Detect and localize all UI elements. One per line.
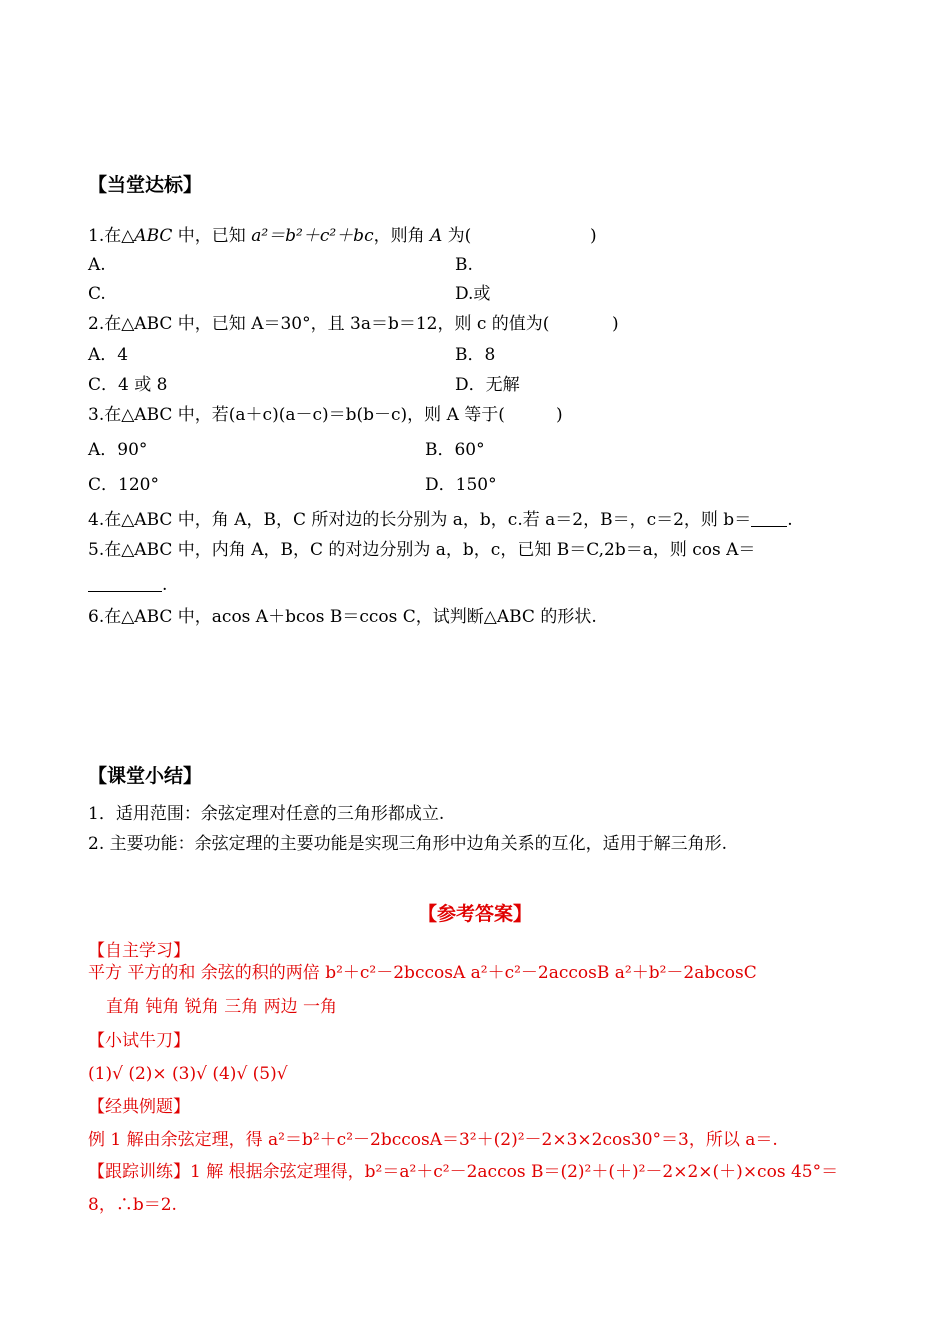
q2-option-c: C．4 或 8: [88, 375, 168, 395]
answers-self-study-line-2: 直角 钝角 锐角 三角 两边 一角: [106, 997, 338, 1017]
q1-option-a: A.: [88, 255, 106, 275]
q1-option-b: B.: [455, 255, 473, 275]
q1-mid2: ，则角: [373, 226, 430, 246]
answers-title: 【参考答案】: [417, 903, 532, 925]
section-heading-practice: 【当堂达标】: [88, 174, 203, 196]
q1-triangle: ABC: [134, 226, 173, 246]
q3-close-paren: ): [556, 405, 563, 425]
question-5-stem: 5.在△ABC 中，内角 A，B，C 的对边分别为 a，b，c，已知 B＝C,2b＝a，则 cos A＝: [88, 540, 756, 560]
answers-track-line-1: [88, 1161, 838, 1183]
q5-answer-blank: [88, 577, 162, 592]
q5-tail: .: [162, 575, 168, 595]
q1-expression: a²＝b²＋c²＋bc: [251, 226, 374, 246]
question-3-stem: 3.在△ABC 中，若(a＋c)(a－c)＝b(b－c)，则 A 等于(: [88, 405, 505, 425]
q1-option-c: C.: [88, 284, 106, 304]
question-2-stem: 2.在△ABC 中，已知 A＝30°，且 3a＝b＝12，则 c 的值为(: [88, 314, 550, 334]
q1-close-paren: ): [590, 226, 597, 246]
q4-text: 4.在△ABC 中，角 A，B，C 所对边的长分别为 a，b，c.若 a＝2，B＝，c＝2，则 b＝: [88, 510, 752, 530]
q5-answer-line: [88, 574, 167, 596]
question-4-stem: [88, 509, 793, 531]
q1-prefix: 1.在△: [88, 226, 135, 246]
answers-example-heading: 【经典例题】: [88, 1097, 190, 1117]
q1-option-d: D.或: [455, 284, 491, 304]
answers-track-line-2: 8，∴b＝2.: [88, 1195, 177, 1215]
q1-mid1: 中，已知: [172, 226, 252, 246]
q2-close-paren: ): [612, 314, 619, 334]
answers-quick-heading: 【小试牛刀】: [88, 1031, 190, 1051]
q2-option-a: A．4: [88, 345, 129, 365]
q1-var: A: [430, 226, 443, 246]
q4-tail: .: [787, 510, 793, 530]
answers-self-study-line-1: 平方 平方的和 余弦的积的两倍 b²＋c²－2bccosA a²＋c²－2accosB a²＋b²－2abcosC: [88, 963, 757, 983]
answers-track-text: 1 解 根据余弦定理得，b²＝a²＋c²－2accos B＝(2)²＋(＋)²－2×2×(＋)×cos 45°＝: [190, 1162, 839, 1182]
answers-self-study-heading: 【自主学习】: [88, 941, 190, 961]
answers-track-heading: 【跟踪训练】: [88, 1162, 190, 1182]
answers-example-line: 例 1 解由余弦定理，得 a²＝b²＋c²－2bccosA＝3²＋(2)²－2×3×2cos30°＝3，所以 a＝.: [88, 1130, 778, 1150]
q2-option-b: B．8: [455, 345, 496, 365]
summary-item-2: 2. 主要功能：余弦定理的主要功能是实现三角形中边角关系的互化，适用于解三角形.: [88, 834, 728, 854]
q4-answer-blank: [751, 512, 787, 527]
q3-option-c: C．120°: [88, 475, 159, 495]
q3-option-b: B．60°: [425, 440, 485, 460]
question-1-stem: [88, 225, 471, 247]
q3-option-a: A．90°: [88, 440, 148, 460]
section-heading-summary: 【课堂小结】: [88, 765, 203, 787]
q1-suffix: 为(: [442, 226, 472, 246]
summary-item-1: 1．适用范围：余弦定理对任意的三角形都成立.: [88, 804, 445, 824]
q3-option-d: D．150°: [425, 475, 497, 495]
question-6-stem: 6.在△ABC 中，acos A＋bcos B＝ccos C，试判断△ABC 的形状.: [88, 607, 597, 627]
q2-option-d: D．无解: [455, 375, 520, 395]
answers-quick-line: (1)√ (2)× (3)√ (4)√ (5)√: [88, 1064, 288, 1084]
